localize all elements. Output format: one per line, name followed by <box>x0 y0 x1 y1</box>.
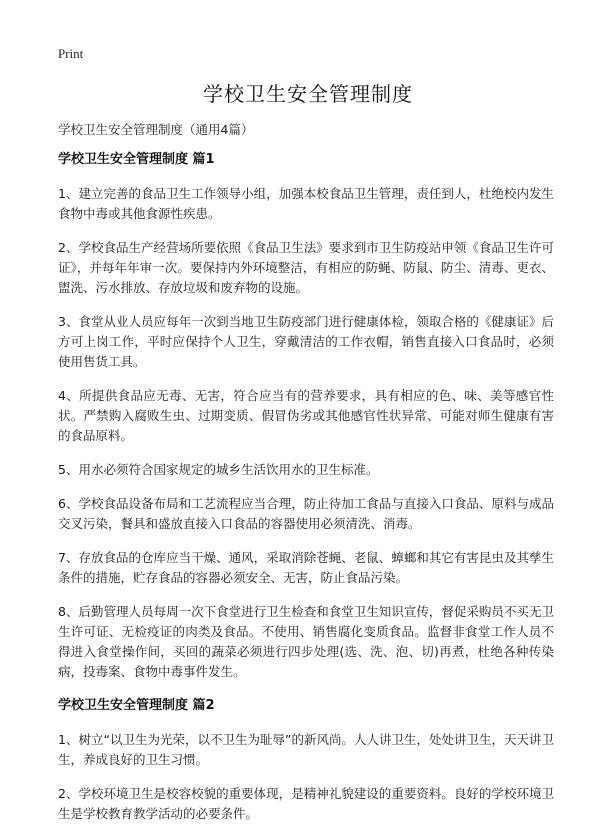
paragraph: 6、学校食品设备布局和工艺流程应当合理，防止待加工食品与直接入口食品、原料与成品交叉污染，餐具和盛放直接入口食品的容器使用必须清洗、消毒。 <box>58 496 554 531</box>
document-subtitle: 学校卫生安全管理制度（通用4篇） <box>58 122 254 137</box>
paragraph: 2、学校环境卫生是校容校貌的重要体现，是精神礼貌建设的重要资料。良好的学校环境卫生是学校教育教学活动的必要条件。 <box>58 786 554 821</box>
paragraph: 3、食堂从业人员应每年一次到当地卫生防疫部门进行健康体检，领取合格的《健康证》后方可上岗工作，平时应保持个人卫生，穿戴清洁的工作衣帽，销售直接入口食品时，必须使用售货工具。 <box>58 314 554 369</box>
paragraph: 1、建立完善的食品卫生工作领导小组，加强本校食品卫生管理，责任到人，杜绝校内发生食物中毒或其他食源性疾患。 <box>58 186 554 221</box>
paragraph: 2、学校食品生产经营场所要依照《食品卫生法》要求到市卫生防疫站申领《食品卫生许可证》，并每年年审一次。要保持内外环境整洁，有相应的防蝇、防鼠、防尘、清毒、更衣、盥洗、污水排放、存放垃圾和废弃物的设施。 <box>58 240 554 295</box>
section-heading: 学校卫生安全管理制度 篇1 <box>58 152 215 167</box>
print-link[interactable]: Print <box>58 46 84 61</box>
paragraph: 4、所提供食品应无毒、无害，符合应当有的营养要求，具有相应的色、味、美等感官性状。严禁购入腐败生虫、过期变质、假冒伪劣或其他感官性状异常、可能对师生健康有害的食品原料。 <box>58 388 554 443</box>
paragraph: 5、用水必须符合国家规定的城乡生活饮用水的卫生标准。 <box>58 462 379 477</box>
document-body <box>58 150 554 838</box>
section-2 <box>58 696 554 824</box>
section-1 <box>58 150 554 682</box>
section-heading: 学校卫生安全管理制度 篇2 <box>58 698 215 713</box>
paragraph: 1、树立“以卫生为光荣，以不卫生为耻辱”的新风尚。人人讲卫生，处处讲卫生，天天讲卫生，养成良好的卫生习惯。 <box>58 732 554 767</box>
page-title: 学校卫生安全管理制度 <box>203 82 413 106</box>
paragraph: 8、后勤管理人员每周一次下食堂进行卫生检查和食堂卫生知识宣传，督促采购员不买无卫生许可证、无检疫证的肉类及食品。不使用、销售腐化变质食品。监督非食堂工作人员不得进入食堂操作间，买回的蔬菜必须进行四步处理(选、洗、泡、切)再煮，杜绝各种传染病，投毒案、食物中毒事件发生。 <box>58 604 554 679</box>
paragraph: 7、存放食品的仓库应当干燥、通风，采取消除苍蝇、老鼠、蟑螂和其它有害昆虫及其孳生条件的措施，贮存食品的容器必须安全、无害，防止食品污染。 <box>58 550 554 585</box>
